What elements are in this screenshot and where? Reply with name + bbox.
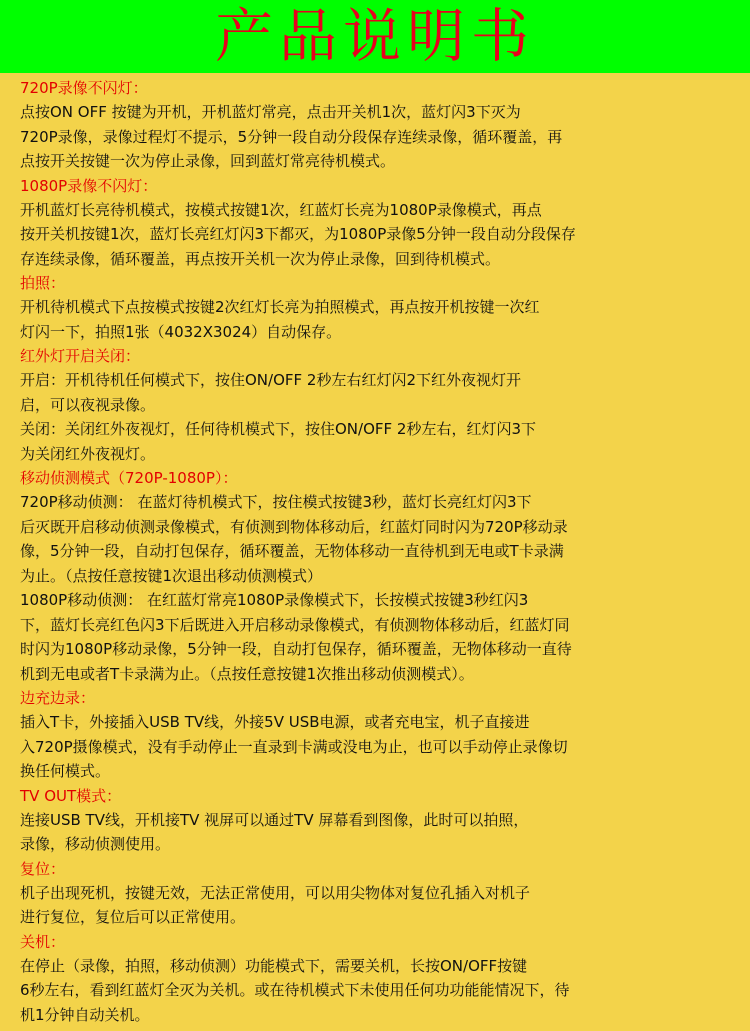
manual-section — [20, 76, 736, 174]
section-text-line: 6秒左右，看到红蓝灯全灭为关机。或在待机模式下未使用任何功功能能情况下，待 — [20, 981, 570, 999]
manual-section — [20, 686, 736, 784]
manual-section — [20, 271, 736, 344]
section-text-line: 换任何模式。 — [20, 762, 111, 780]
section-heading: 拍照： — [20, 274, 66, 292]
manual-content — [20, 76, 736, 1027]
section-heading: 移动侦测模式（720P-1080P）： — [20, 469, 238, 487]
section-text-line: 机1分钟自动关机。 — [20, 1005, 150, 1024]
section-text-line: 为关闭红外夜视灯。 — [20, 444, 156, 463]
section-text-line: 像，5分钟一段，自动打包保存，循环覆盖，无物体移动一直待机到无电或T卡录满 — [20, 542, 564, 560]
section-text-line: 时闪为1080P移动录像，5分钟一段，自动打包保存，循环覆盖，无物体移动一直待 — [20, 640, 572, 658]
section-text-line: 机到无电或者T卡录满为止。（点按任意按键1次推出移动侦测模式）。 — [20, 664, 474, 683]
manual-section — [20, 930, 736, 1028]
section-text-line: 插入T卡，外接插入USB TV线，外接5V USB电源，或者充电宝，机子直接进 — [20, 713, 530, 731]
manual-section — [20, 174, 736, 272]
section-text-line: 开机待机模式下点按模式按键2次红灯长亮为拍照模式，再点按开机按键一次红 — [20, 298, 540, 316]
manual-section — [20, 466, 736, 686]
section-text-line: 存连续录像，循环覆盖，再点按开关机一次为停止录像，回到待机模式。 — [20, 249, 501, 268]
section-text-line: 720P录像，录像过程灯不提示，5分钟一段自动分段保存连续录像，循环覆盖，再 — [20, 127, 563, 146]
section-text-line: 启，可以夜视录像。 — [20, 395, 156, 414]
manual-section — [20, 344, 736, 466]
section-heading: TV OUT模式： — [20, 786, 122, 805]
title-banner — [0, 0, 750, 73]
manual-section — [20, 784, 736, 857]
section-text-line: 开启：开机待机任何模式下，按住ON/OFF 2秒左右红灯闪2下红外夜视灯开 — [20, 371, 522, 389]
section-heading: 复位： — [20, 859, 66, 878]
section-heading: 红外灯开启关闭： — [20, 347, 141, 365]
section-text-line: 720P移动侦测： 在蓝灯待机模式下，按住模式按键3秒，蓝灯长亮红灯闪3下 — [20, 493, 532, 511]
section-text-line: 为止。（点按任意按键1次退出移动侦测模式） — [20, 566, 323, 585]
section-text-line: 点按ON OFF 按键为开机，开机蓝灯常亮，点击开关机1次，蓝灯闪3下灭为 — [20, 103, 521, 121]
section-text-line: 机子出现死机，按键无效，无法正常使用，可以用尖物体对复位孔插入对机子 — [20, 883, 531, 902]
section-text-line: 灯闪一下，拍照1张（4032X3024）自动保存。 — [20, 322, 342, 341]
section-text-line: 在停止（录像，拍照，移动侦测）功能模式下，需要关机，长按ON/OFF按键 — [20, 956, 528, 975]
section-text-line: 开机蓝灯长亮待机模式，按模式按键1次，红蓝灯长亮为1080P录像模式，再点 — [20, 200, 542, 219]
section-heading: 边充边录： — [20, 689, 96, 707]
section-text-line: 1080P移动侦测： 在红蓝灯常亮1080P录像模式下，长按模式按键3秒红闪3 — [20, 591, 529, 609]
page-title: 产品说明书 — [214, 2, 535, 70]
section-text-line: 下，蓝灯长亮红色闪3下后既进入开启移动录像模式，有侦测物体移动后，红蓝灯同 — [20, 615, 570, 634]
section-text-line: 录像，移动侦测使用。 — [20, 835, 171, 853]
section-heading: 720P录像不闪灯： — [20, 79, 148, 97]
section-text-line: 入720P摄像模式，没有手动停止一直录到卡满或没电为止，也可以手动停止录像切 — [20, 737, 568, 756]
section-text-line: 按开关机按键1次，蓝灯长亮红灯闪3下都灭，为1080P录像5分钟一段自动分段保存 — [20, 225, 576, 243]
section-text-line: 进行复位，复位后可以正常使用。 — [20, 908, 246, 926]
section-heading: 1080P录像不闪灯： — [20, 176, 158, 195]
section-text-line: 关闭：关闭红外夜视灯，任何待机模式下，按住ON/OFF 2秒左右，红灯闪3下 — [20, 420, 537, 438]
manual-section — [20, 857, 736, 930]
section-text-line: 连接USB TV线，开机接TV 视屏可以通过TV 屏幕看到图像，此时可以拍照， — [20, 810, 529, 829]
section-text-line: 点按开关按键一次为停止录像，回到蓝灯常亮待机模式。 — [20, 152, 396, 170]
section-heading: 关机： — [20, 932, 66, 951]
section-text-line: 后灭既开启移动侦测录像模式，有侦测到物体移动后，红蓝灯同时闪为720P移动录 — [20, 517, 568, 536]
